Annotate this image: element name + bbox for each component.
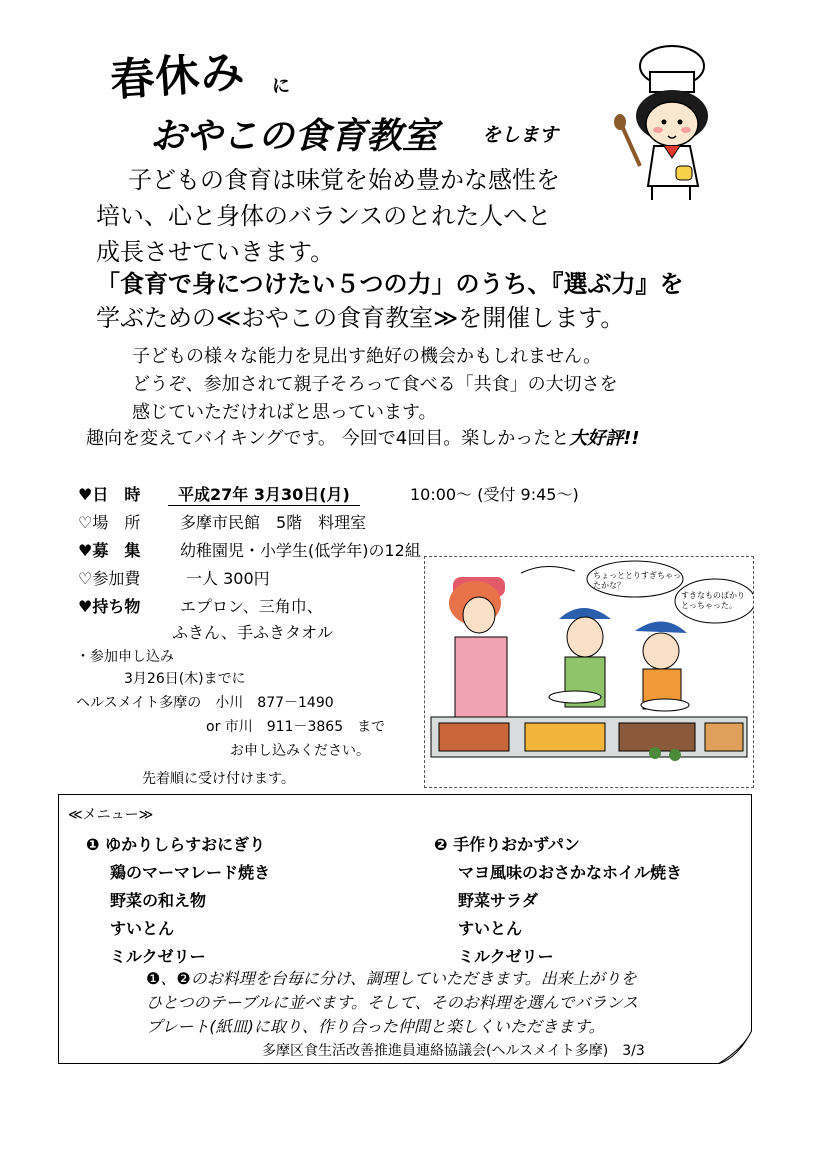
intro-line-4: 「食育で身につけたい５つの力」のうち、『選ぶ力』を — [96, 270, 684, 298]
footer-organization: 多摩区食生活改善推進員連絡協議会(ヘルスメイト多摩) 3/3 — [262, 1043, 645, 1059]
menu-note-line-1: ❶、❷のお料理を台毎に分け、調理していただきます。出来上がりを — [146, 969, 637, 988]
menu-set1-item-1: ❶ ゆかりしらすおにぎり — [86, 835, 266, 854]
menu-set1-item-5: ミルクゼリー — [110, 947, 206, 966]
speech-bubble-2: すきなものばかりとっちゃった。 — [681, 591, 745, 610]
recruit-label: ♥募 集 — [78, 541, 141, 560]
date-label: ♥日 時 — [78, 485, 141, 504]
intro-line-1: 子どもの食育は味覚を始め豊かな感性を — [128, 166, 560, 194]
menu-set1-item-4: すいとん — [110, 919, 175, 938]
menu-set2-item-1: ❷ 手作りおかずパン — [434, 835, 580, 854]
items-label: ♥持ち物 — [78, 597, 141, 616]
menu-set1-item-3: 野菜の和え物 — [110, 891, 207, 910]
fee-value: 一人 300円 — [186, 569, 270, 588]
apply-label: ・参加申し込み — [76, 649, 174, 665]
page-title: おやこの食育教室 — [150, 116, 439, 157]
intro2-line-1: 子どもの様々な能力を見出す絶好の機会かもしれません。 — [132, 346, 602, 367]
apply-contact-3: お申し込みください。 — [230, 743, 370, 759]
buffet-illustration — [424, 556, 754, 788]
place-value: 多摩市民館 5階 料理室 — [180, 513, 367, 532]
menu-set1-item-2: 鶏のマーマレード焼き — [110, 863, 271, 882]
intro-line-3: 成長させていきます。 — [96, 238, 335, 266]
title-suffix: をします — [482, 124, 559, 146]
intro-line-5: 学ぶための≪おやこの食育教室≫を開催します。 — [96, 304, 625, 332]
menu-set2-item-5: ミルクゼリー — [458, 947, 554, 966]
intro2-highlight: 大好評!! — [569, 428, 640, 449]
place-label: ♡場 所 — [78, 513, 141, 532]
items-value-1: エプロン、三角巾、 — [180, 597, 323, 616]
chef-illustration — [606, 36, 726, 206]
apply-contact-1: ヘルスメイト多摩の 小川 877－1490 — [76, 695, 334, 711]
apply-deadline: 3月26日(木)までに — [124, 671, 246, 687]
apply-contact-2: or 市川 911－3865 まで — [206, 719, 386, 735]
title-spring: 春休み — [108, 46, 247, 107]
date-value: 平成27年 3月30日(月) — [168, 482, 360, 506]
page-curl-icon — [718, 1030, 752, 1064]
menu-heading: ≪メニュー≫ — [68, 807, 154, 823]
first-come-note: 先着順に受け付けます。 — [142, 771, 295, 787]
intro2-line-3: 感じていただければと思っています。 — [132, 402, 437, 423]
menu-note-line-2: ひとつのテーブルに並べます。そして、そのお料理を選んでバランス — [146, 993, 639, 1012]
recruit-value: 幼稚園児・小学生(低学年)の12組 — [180, 541, 421, 560]
intro2-line-4 — [86, 424, 640, 450]
date-time: 10:00～ (受付 9:45～) — [410, 485, 579, 504]
intro2-line-2: どうぞ、参加されて親子そろって食べる「共食」の大切さを — [132, 374, 618, 395]
intro-line-2: 培い、心と身体のバランスのとれた人へと — [96, 202, 552, 230]
menu-set2-item-3: 野菜サラダ — [458, 891, 538, 910]
menu-note-line-3: プレート(紙皿)に取り、作り合った仲間と楽しくいただきます。 — [146, 1017, 605, 1036]
intro2-line-4-text: 趣向を変えてバイキングです。 今回で4回目。楽しかったと — [86, 428, 570, 449]
fee-label: ♡参加費 — [78, 569, 141, 588]
menu-set2-item-4: すいとん — [458, 919, 523, 938]
title-ni: に — [272, 76, 290, 97]
menu-set2-item-2: マヨ風味のおさかなホイル焼き — [458, 863, 683, 882]
items-value-2: ふきん、手ふきタオル — [172, 623, 333, 642]
speech-bubble-1: ちょっととりすぎちゃったかな？ — [593, 571, 681, 590]
